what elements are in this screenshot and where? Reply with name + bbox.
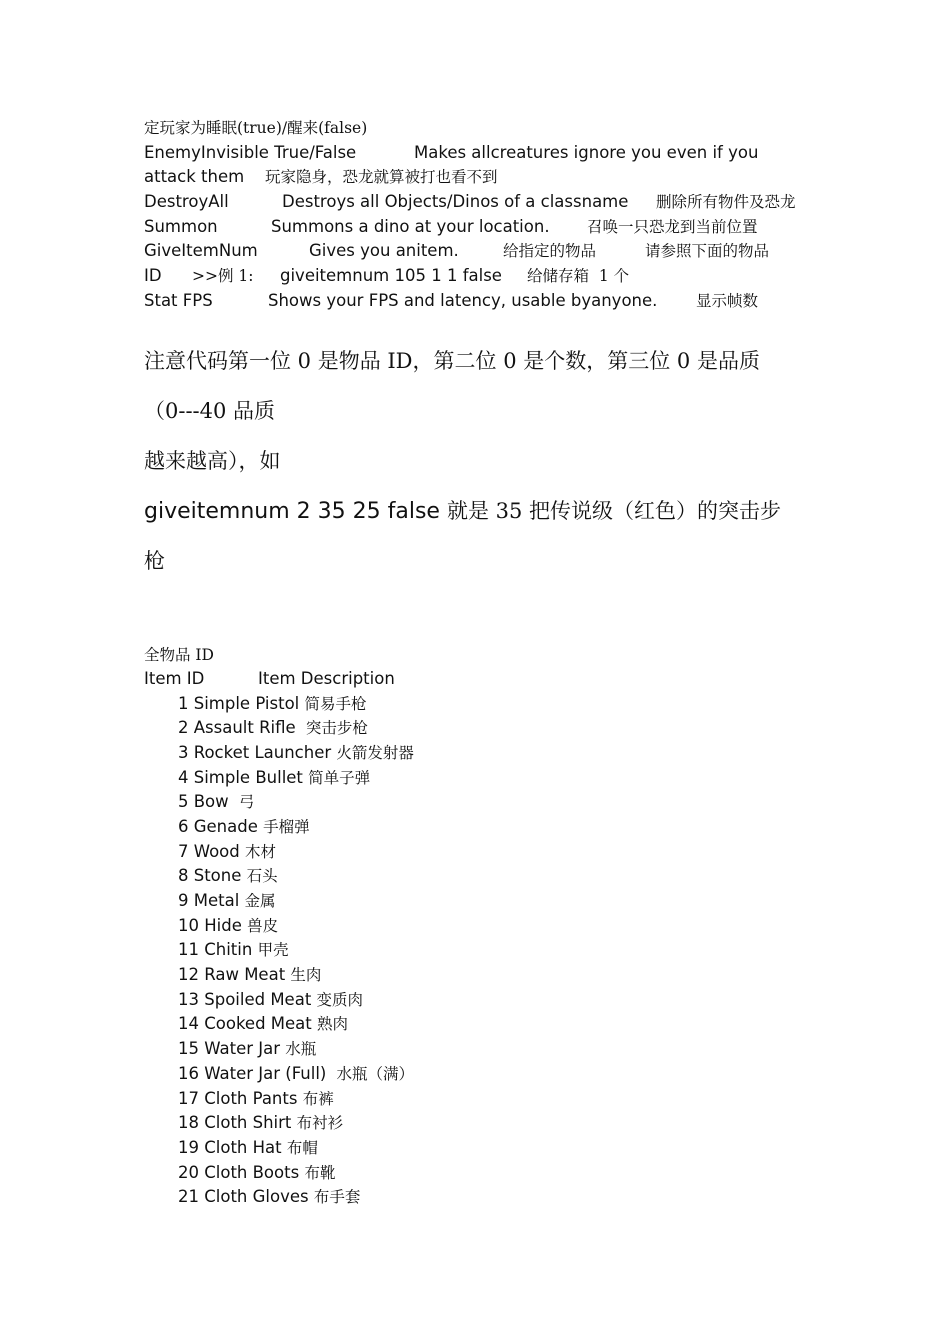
item-english-name: 13 Spoiled Meat [178,989,312,1009]
item-chinese-name: 生肉 [290,966,322,985]
item-chinese-name: 熟肉 [317,1015,349,1034]
list-item [178,840,824,865]
item-english-name: 5 Bow [178,792,229,812]
list-item [178,741,824,766]
list-item [178,1087,824,1112]
item-chinese-name: 布靴 [304,1163,336,1182]
item-chinese-name: 变质肉 [316,990,364,1009]
item-english-name: 12 Raw Meat [178,965,286,985]
command-line-sleep [144,116,824,141]
command-line-destroy-all [144,190,824,215]
list-item [178,790,824,815]
note-line-5 [144,536,824,586]
item-chinese-name: 简单子弹 [308,768,371,787]
command-chinese-note: 显示帧数 [696,291,759,310]
item-chinese-name: 布裤 [302,1089,334,1108]
item-chinese-name: 金属 [244,892,276,910]
note-text: 枪 [144,548,165,573]
item-chinese-name: 手榴弹 [263,817,310,836]
list-item [178,1012,824,1037]
note-text: 越来越高），如 [144,448,281,473]
item-chinese-name: 布手套 [313,1188,361,1207]
command-line-give-item-example [144,264,824,289]
item-chinese-name: 兽皮 [247,916,279,935]
list-item [178,1111,824,1136]
command-line-enemy-invisible-cont [144,165,824,190]
list-item [178,692,824,717]
command-name: DestroyAll [144,192,229,212]
note-code: giveitemnum 2 35 25 false [144,498,440,524]
item-english-name: 8 Stone [178,866,242,886]
item-english-name: 11 Chitin [178,940,253,960]
list-item [178,1161,824,1186]
list-item [178,1062,824,1087]
note-line-4 [144,486,824,536]
item-english-name: 10 Hide [178,915,242,935]
example-label: >>例 1: [192,267,254,286]
command-line-enemy-invisible [144,141,824,166]
item-chinese-name: 弓 [233,793,255,812]
list-item [178,889,824,914]
section-title: 全物品 ID [144,645,214,664]
command-description: Summons a dino at your location. [271,216,550,236]
command-chinese-note-2: 请参照下面的物品 [645,242,770,261]
list-item [178,988,824,1013]
items-section-title [144,644,824,666]
note-line-2 [144,386,824,436]
list-item [178,864,824,889]
item-list [144,692,824,1210]
sleep-command-text: 定玩家为睡眠(true)/醒来(false) [144,119,368,137]
list-item [178,815,824,840]
item-chinese-name: 木材 [245,842,277,861]
note-line-1 [144,336,824,386]
item-english-name: 16 Water Jar (Full) [178,1063,327,1083]
list-item [178,1136,824,1161]
command-chinese-note: 玩家隐身，恐龙就算被打也看不到 [265,168,498,187]
example-code: giveitemnum 105 1 1 false [280,266,502,286]
item-english-name: 21 Cloth Gloves [178,1187,309,1207]
item-chinese-name: 火箭发射器 [336,743,414,762]
items-header-row [144,666,824,692]
item-english-name: 2 Assault Rifle [178,718,296,738]
note-text: （0---40 品质 [144,398,276,423]
item-english-name: 4 Simple Bullet [178,767,303,787]
command-name: Summon [144,216,218,236]
item-chinese-name: 甲壳 [257,941,289,960]
column-header-description: Item Description [258,668,395,688]
note-text: 就是 35 把传说级（红色）的突击步 [446,498,782,523]
item-english-name: 15 Water Jar [178,1039,281,1059]
document-page [144,116,824,1210]
note-text: 注意代码第一位 0 是物品 ID，第二位 0 是个数，第三位 0 是品质 [144,348,760,373]
item-english-name: 6 Genade [178,816,258,836]
command-chinese-note: 删除所有物件及恐龙 [656,193,796,212]
item-english-name: 7 Wood [178,841,240,861]
list-item [178,914,824,939]
item-english-name: 9 Metal [178,891,240,910]
command-line-stat-fps [144,289,824,314]
item-english-name: 20 Cloth Boots [178,1162,300,1182]
list-item [178,1037,824,1062]
column-header-id: Item ID [144,668,205,688]
command-chinese-note: 召唤一只恐龙到当前位置 [587,217,758,236]
command-description: Gives you anitem. [309,241,459,261]
command-name: Stat FPS [144,290,213,310]
item-chinese-name: 突击步枪 [300,719,368,738]
item-chinese-name: 石头 [246,867,278,886]
note-line-3 [144,436,824,486]
item-english-name: 1 Simple Pistol [178,693,300,713]
list-item [178,716,824,741]
item-chinese-name: 简易手枪 [304,694,367,713]
list-item [178,766,824,791]
list-item [178,938,824,963]
command-line-give-item-num [144,239,824,264]
command-line-summon [144,215,824,240]
command-name: GiveItemNum [144,241,258,261]
item-english-name: 19 Cloth Hat [178,1137,282,1157]
item-english-name: 18 Cloth Shirt [178,1113,292,1133]
list-item [178,963,824,988]
item-english-name: 17 Cloth Pants [178,1088,298,1108]
item-chinese-name: 水瓶（满） [331,1064,415,1083]
item-english-name: 3 Rocket Launcher [178,742,332,762]
item-english-name: 14 Cooked Meat [178,1014,312,1034]
command-chinese-note: 给指定的物品 [503,242,597,261]
command-description: Makes allcreatures ignore you even if you [414,142,759,162]
id-label: ID [144,266,162,286]
item-chinese-name: 水瓶 [285,1040,317,1059]
list-item [178,1185,824,1210]
command-name: EnemyInvisible True/False [144,142,357,162]
example-chinese-note: 给储存箱 1 个 [527,267,630,286]
command-description: Shows your FPS and latency, usable byanyone. [268,290,658,310]
command-description: Destroys all Objects/Dinos of a classname [282,192,629,212]
item-chinese-name: 布帽 [286,1138,318,1157]
command-description-cont: attack them [144,167,245,187]
item-chinese-name: 布衬衫 [296,1114,344,1133]
